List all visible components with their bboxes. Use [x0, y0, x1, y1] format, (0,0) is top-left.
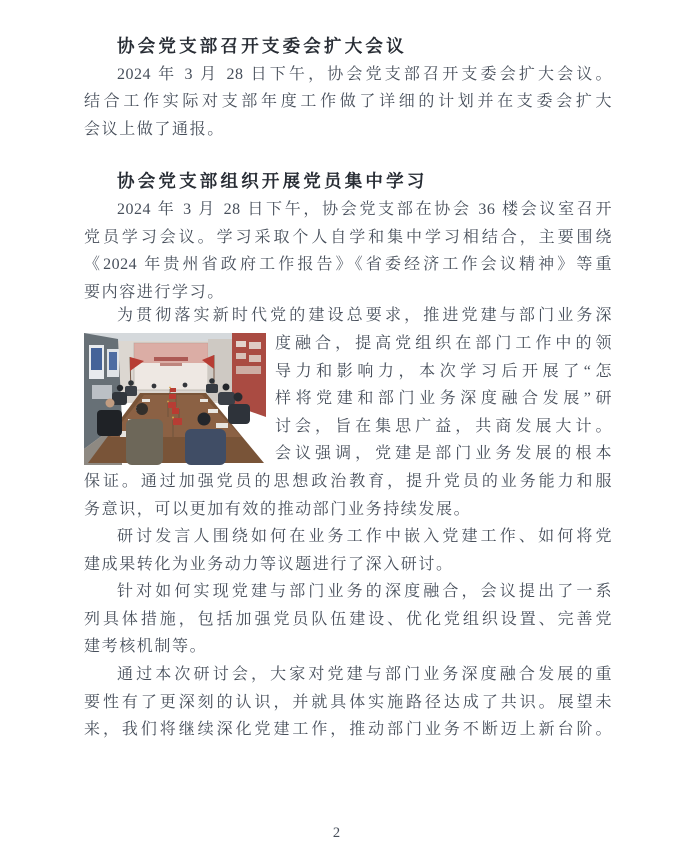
body-line: 列具体措施，包括加强党员队伍建设、优化党组织设置、完善党	[84, 610, 612, 628]
page-number: 2	[332, 825, 341, 841]
body-line: 样将党建和部门业务深度融合发展”研	[275, 390, 612, 408]
body-line: 2024 年 3 月 28 日下午，协会党支部在协会 36 楼会议室召开	[117, 200, 612, 218]
body-line: 2024 年 3 月 28 日下午，协会党支部召开支委会扩大会议。	[117, 65, 612, 83]
body-line: 会议强调，党建是部门业务发展的根本	[275, 445, 612, 463]
paragraph-conclusion	[84, 661, 612, 744]
body-line: 来，我们将继续深化党建工作，推动部门业务不断迈上新台阶。	[84, 721, 612, 739]
body-line: 通过本次研讨会，大家对党建与部门业务深度融合发展的重	[117, 666, 612, 684]
paragraph-discussion	[84, 523, 612, 578]
meeting-photo	[84, 333, 266, 465]
body-line: 要性有了更深刻的认识，并就具体实施路径达成了共识。展望未	[84, 693, 612, 711]
body-line: 讨会，旨在集思广益，共商发展大计。	[275, 417, 612, 435]
section-heading-member-study: 协会党支部组织开展党员集中学习	[117, 171, 428, 192]
body-line: 为贯彻落实新时代党的建设总要求，推进党建与部门业务深	[117, 307, 612, 325]
body-line: 保证。通过加强党员的思想政治教育，提升党员的业务能力和服	[84, 472, 612, 490]
section-committee-meeting	[84, 33, 612, 143]
body-line: 务意识，可以更加有效的推动部门业务持续发展。	[84, 500, 472, 518]
body-line: 结合工作实际对支部年度工作做了详细的计划并在支委会扩大	[84, 93, 612, 111]
body-line: 建考核机制等。	[84, 638, 208, 656]
section-member-study	[84, 168, 612, 306]
body-line: 研讨发言人围绕如何在业务工作中嵌入党建工作、如何将党	[117, 528, 612, 546]
body-line: 会议上做了通报。	[84, 120, 225, 138]
wrapped-text-column	[275, 330, 612, 468]
page-content	[84, 33, 612, 744]
paragraph-party-building	[84, 302, 612, 523]
body-line: 度融合，提高党组织在部门工作中的领	[275, 334, 612, 352]
section-heading-committee-meeting: 协会党支部召开支委会扩大会议	[117, 36, 407, 56]
body-line: 要内容进行学习。	[84, 283, 225, 301]
paragraph-measures	[84, 578, 612, 661]
body-line: 导力和影响力，本次学习后开展了“怎	[275, 362, 612, 380]
body-line: 党员学习会议。学习采取个人自学和集中学习相结合，主要围绕	[84, 228, 612, 246]
photo-text-row	[84, 330, 612, 468]
body-line: 《2024 年贵州省政府工作报告》《省委经济工作会议精神》等重	[84, 256, 612, 274]
body-line: 建成果转化为业务动力等议题进行了深入研讨。	[84, 555, 454, 573]
body-line: 针对如何实现党建与部门业务的深度融合，会议提出了一系	[117, 583, 612, 601]
